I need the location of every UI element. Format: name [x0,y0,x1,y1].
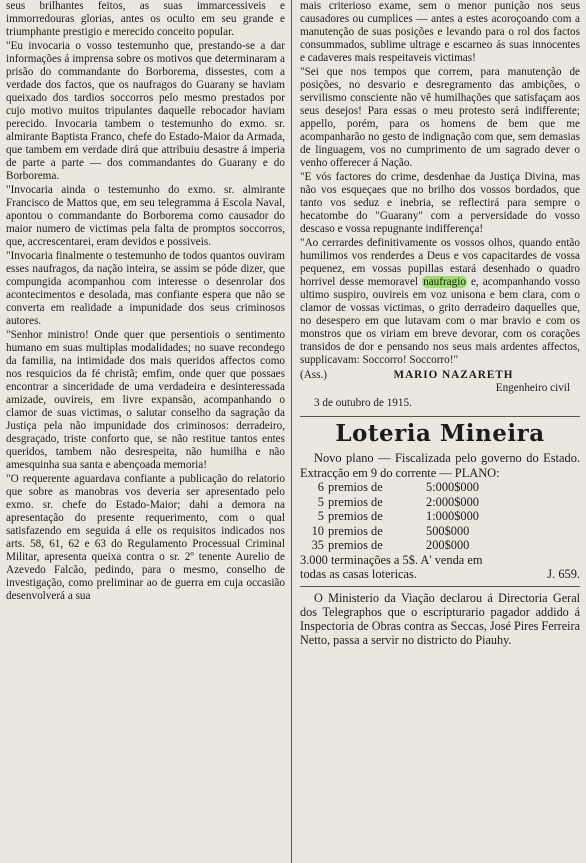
prize-count: 35 [311,538,324,552]
prize-value: 2:000$000 [426,494,480,509]
signature-prefix: (Ass.) [300,369,328,381]
left-column [6,0,285,863]
prize-value: 5:000$000 [426,480,480,494]
prize-list [300,480,580,553]
left-paragraph: "Invocaria ainda o testemunho do exmo. sr. almirante Francisco de Mattos que, em seu telegramma á Escola Naval, apontou o commandante do Borborema como causador do maior numero de victimas pela falta de promptos soccorros, que, accrescentarei, eram devidos e possiveis. [6,184,285,248]
letter-date: 3 de outubro de 1915. [314,397,412,409]
prize-count: 6 [317,480,324,494]
right-paragraph: "E vós factores do crime, desdenhae da Justiça Divina, mas não vos esqueçaes que no brilho dos vossos bordados, que tanto vos seduz e inebria, se reflectirá para sempre o hecatombe do "Guarany" com a perversidade do vosso descaso e vossa repugnante indifferença! [300,171,580,235]
prize-label: premios de [328,509,383,523]
lottery-ad [300,421,580,582]
prize-value: 200$000 [426,538,470,552]
ad-footer-row [300,567,580,582]
prize-count: 5 [317,494,324,509]
right-paragraph: "Sei que nos tempos que correm, para manutenção de posições, no desvario e desregramento das ambições, o servilismo consciente não vê humilhações que satisfaçam aos seus desejos! Para essas o meu protesto será indifferente; appello, porém, para os homens de bem que me acompanharão no gesto de indignação com que, sem demasias de linguagem, vos no cumprimento de um sagrado dever o venho offerecer á Nação. [300,66,580,169]
text-after-highlight: e, acompanhando vosso ultimo suspiro, ouvireis em voz unisona e bem clara, com o clamor de vossas victimas, o grito derradeiro daquelles que, no desespero em que lutavam com o mar bravio e com os monstros que os viriam em breve devorar, com os corações transidos de dor e pensando nos seus mais ardentes affectos, supplicavam: Soccorro! Soccorro!" [300,276,580,366]
left-paragraph: "Senhor ministro! Onde quer que persentiois o sentimento humano em suas multiplas modalidades; no suave recondego da familia, na intimidade dos mais queridos affectos como nos resquicios da fé christã; emfim, onde quer que possaes encontrar a sinceridade de uma verdadeira e desinteressada amizade, ouvireis, em livre expansão, acompanhando o clamor de suas victimas, o salutar conselho da sagração da Justiça pela não impunidade dos criminosos: derradeiro, desgraçado, triste conforto que, se não restitue tantos entes queridos, tambem não desrespeita, não humilha e não amesquinha sua santa e abençoada memoria! [6,329,285,471]
highlighted-word: naufragio [423,276,466,288]
prize-value: 1:000$000 [426,509,480,523]
signature-title: Engenheiro civil [495,382,570,394]
left-paragraph: "Invocaria finalmente o testemunho de todos quantos ouviram esses naufragos, da nação inteira, se assim se póde dizer, que compungida acompanhou com interesse o desenrolar dos acontecimentos e desolada, mas confiante espera que não se converta em realidade a impunidade dos seus criminosos autores. [6,250,285,327]
signature-name: MARIO NAZARETH [393,369,514,381]
prize-label: premios de [328,480,383,494]
left-paragraph: seus brilhantes feitos, as suas immarcessiveis e immorredouras glorias, antes os oculto em seu grande e triumphante prestigio e merecido conceito popular. [6,0,285,38]
ad-code: J. 659. [547,567,580,581]
prize-count: 5 [317,509,324,523]
text-before-highlight: "Ao cerrardes definitivamente os vossos olhos, quando então humilimos vos renderdes a Deus e vos capacitardes de vossa pequenez, em vossas pupillas estará desenhado o quadro horrivel desse memoravel [300,237,580,288]
ad-footer-text: todas as casas lotericas. [300,567,417,581]
ad-intro: Novo plano — Fiscalizada pelo governo do Estado. Extracção em 9 do corrente — PLANO: [300,451,580,480]
prize-row [300,538,580,553]
right-paragraph: mais criterioso exame, sem o menor punição nos seus causadores ou cumplices — antes a estes acoroçoando com a manutenção de suas posições e levando para o rol dos factos consummados, sublime ultrage e escarneo ás suas innocentes e cadaveres mais respeitaveis victimas! [300,0,580,64]
prize-label: premios de [328,523,383,538]
ad-footer-line: 3.000 terminações a 5$. A' venda em [300,552,483,567]
left-paragraph: "O requerente aguardava confiante a publicação do relatorio que sobre as manobras vos deveria ser apresentado pelo exmo. sr. chefe do Estado-Maior; dahi a demora na apresentação do presente requerimento, com o qual satisfazendo em seguida á elle os requisitos indicados nos arts. 58, 61, 62 e 63 do Regulamento Processual Criminal Militar, apresenta queixa contra o sr. 2º tenente Aurelio de Azevedo Falcão, pedindo, para o mesmo, conselho de investigação, como preliminar ao de guerra em cuja occasião desenvolverá a sua [6,473,285,602]
ad-title: Loteria Mineira [335,420,545,447]
section-divider [300,416,580,417]
signature-line [300,369,580,382]
telegraph-notice: O Ministerio da Viação declarou á Directoria Geral dos Telegraphos que o escripturario pagador addido á Inspectoria de Obras contra as Seccas, José Pires Ferreira Netto, passa a servir no districto do Piauhy. [300,590,580,648]
prize-row [300,495,580,510]
prize-label: premios de [328,494,383,509]
prize-count: 10 [311,523,324,538]
prize-label: premios de [328,538,383,552]
prize-value: 500$000 [426,523,470,538]
right-column [300,0,580,863]
right-paragraph-highlighted [300,237,580,367]
prize-row [300,509,580,524]
prize-row [300,524,580,539]
prize-row [300,480,580,495]
column-divider [291,0,292,863]
left-paragraph: "Eu invocaria o vosso testemunho que, prestando-se a dar informações á imprensa sobre os motivos que determinaram a prisão do commandante do Borborema, dissestes, com a verdade dos factos, que os naufragos do Guarany se haviam queixado dos tardios soccorros pelo mesmo prestados por cujo motivo muitos tripulantes daquelle rebocador haviam perecido. Invocaria tambem o testemunho do exmo. sr. almirante Baptista Franco, chefe do Estado-Maior da Armada, que tambem em verdade dirá que attribuiu desastre á imperia de parte a parte — dos commandantes do Guarany e do Borborema. [6,40,285,182]
section-divider [300,586,580,587]
